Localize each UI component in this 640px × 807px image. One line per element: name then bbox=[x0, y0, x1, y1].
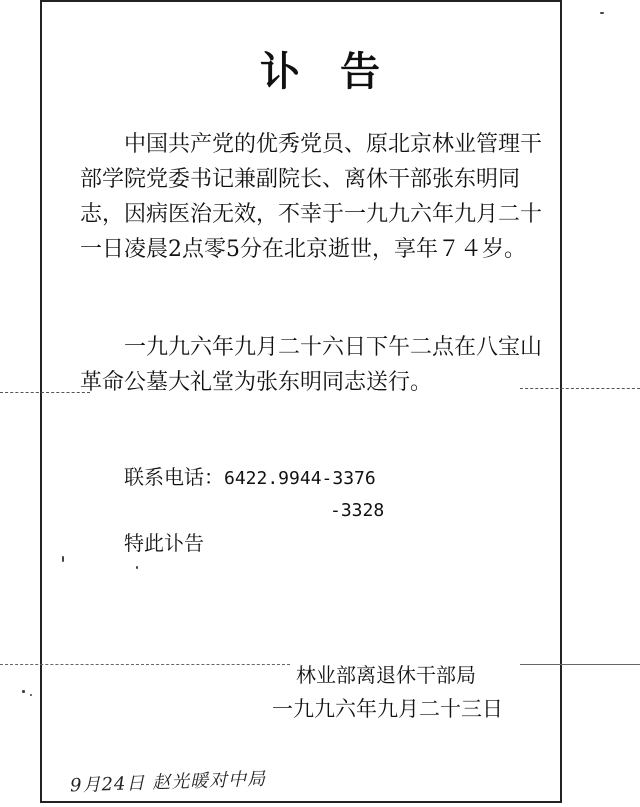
contact-number: 6422.9944-3376 bbox=[224, 468, 376, 489]
scan-speck bbox=[22, 690, 25, 693]
contact-phone bbox=[124, 462, 376, 494]
fold-line-right bbox=[520, 664, 640, 665]
issuer-name: 林业部离退休干部局 bbox=[296, 663, 476, 687]
fold-line-left bbox=[0, 664, 290, 665]
handwritten-note: 9月24日 赵光暖对中局 bbox=[69, 768, 267, 797]
closing-phrase: 特此讣告 bbox=[124, 531, 204, 555]
issue-date: 一九九六年九月二十三日 bbox=[272, 697, 503, 721]
contact-extension: -3328 bbox=[330, 500, 385, 521]
scan-speck bbox=[30, 694, 32, 696]
scan-dash-line-right bbox=[520, 388, 640, 389]
funeral-paragraph: 一九九六年九月二十六日下午二点在八宝山革命公墓大礼堂为张东明同志送行。 bbox=[80, 335, 543, 395]
page-title: 讣告 bbox=[260, 49, 420, 95]
contact-label: 联系电话： bbox=[124, 465, 224, 489]
scan-speck bbox=[136, 566, 138, 569]
scan-speck bbox=[600, 12, 604, 14]
scan-dash-line-left bbox=[0, 392, 90, 393]
scan-speck bbox=[62, 556, 64, 562]
obituary-paragraph: 中国共产党的优秀党员、原北京林业管理干部学院党委书记兼副院长、离休干部张东明同志，因病医治无效，不幸于一九九六年九月二十一日凌晨2点零5分在北京逝世，享年７４岁。 bbox=[80, 132, 543, 262]
